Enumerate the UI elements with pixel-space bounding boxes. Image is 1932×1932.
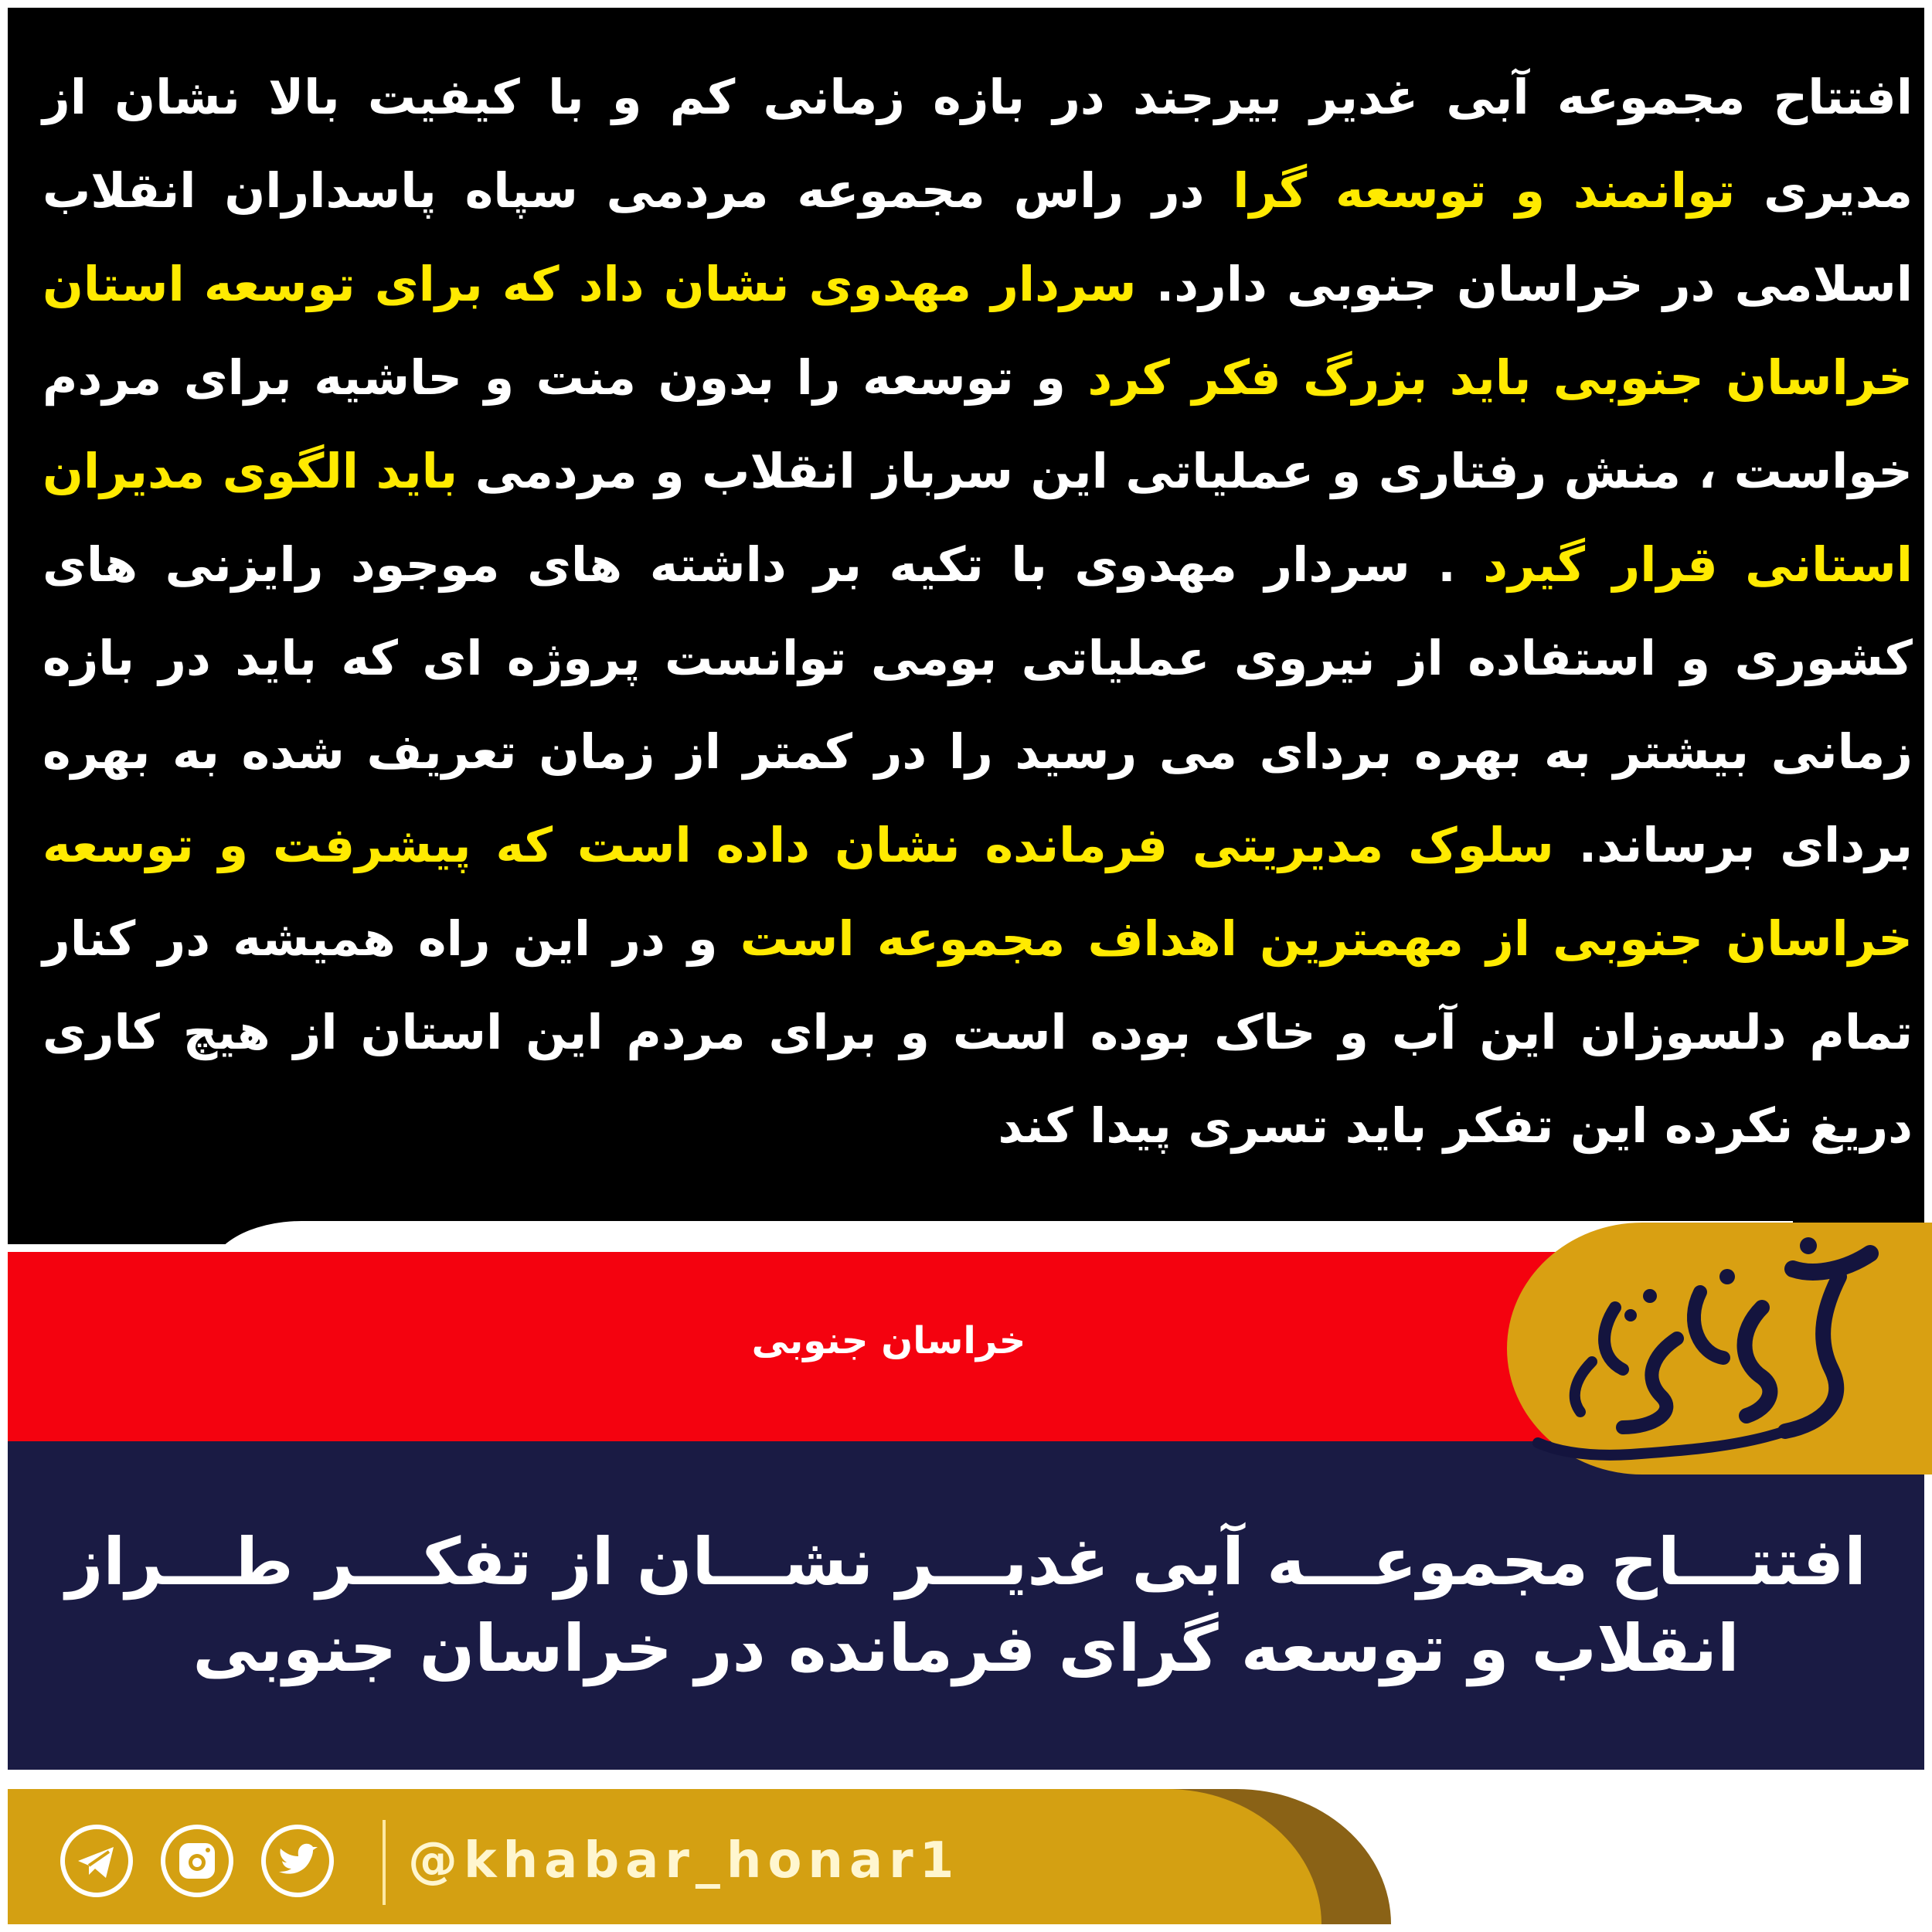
highlighted-phrase: توانمند و توسعه گرا	[1233, 162, 1736, 219]
footer-divider	[383, 1820, 386, 1905]
highlighted-phrase: سردار مهدوی نشان داد که برای توسعه استان خراسان جنوبی باید بزرگ فکر کرد	[43, 256, 1913, 406]
instagram-icon[interactable]	[158, 1822, 236, 1900]
khabar-honar-calligraphy-logo-icon	[1507, 1223, 1932, 1475]
body-phrase: . سردار مهدوی با تکیه بر داشته های موجود رایزنی های کشوری و استفاده از نیروی عملیاتی بومی توانست پروژه ای که باید در بازه زمانی بیشتر به بهره بردای می رسید را در کمتر از زمان تعریف شده به بهره بردای برساند.	[43, 536, 1913, 873]
article-text	[43, 50, 1913, 1172]
social-handle[interactable]: @khabar_honar1	[408, 1832, 961, 1889]
headline	[31, 1519, 1901, 1692]
highlighted-phrase: باید الگوی مدیران استانی قرار گیرد	[43, 443, 1913, 593]
twitter-icon[interactable]	[259, 1822, 336, 1900]
body-phrase: در راس مجموعه مردمی سپاه پاسداران انقلاب اسلامی در خراسان جنوبی دارد.	[43, 162, 1913, 312]
telegram-icon[interactable]	[58, 1822, 135, 1900]
body-phrase: و توسعه را بدون منت و حاشیه برای مردم خواست ، منش رفتاری و عملیاتی این سرباز انقلاب و مردمی	[43, 349, 1913, 499]
highlighted-phrase: سلوک مدیریتی فرمانده نشان داده است که پیشرفت و توسعه خراسان جنوبی از مهمترین اهداف مجموعه است	[43, 817, 1913, 967]
headline-line-1: افتتـــاح مجموعـــه آبی غدیـــر نشـــان از تفکـــر طـــراز	[66, 1524, 1866, 1600]
region-label: خراسان جنوبی	[751, 1319, 1026, 1362]
headline-line-2: انقلاب و توسعه گرای فرمانده در خراسان جنوبی	[192, 1611, 1740, 1686]
logo-badge	[1507, 1223, 1932, 1475]
body-phrase: و در این راه همیشه در کنار تمام دلسوزان این آب و خاک بوده است و برای مردم این استان از هیچ کاری دریغ نکرده این تفکر باید تسری پیدا کند	[43, 910, 1913, 1154]
body-phrase: افتتاح مجموعه آبی غدیر بیرجند در بازه زمانی کم و با کیفیت بالا نشان از مدیری	[43, 69, 1913, 219]
